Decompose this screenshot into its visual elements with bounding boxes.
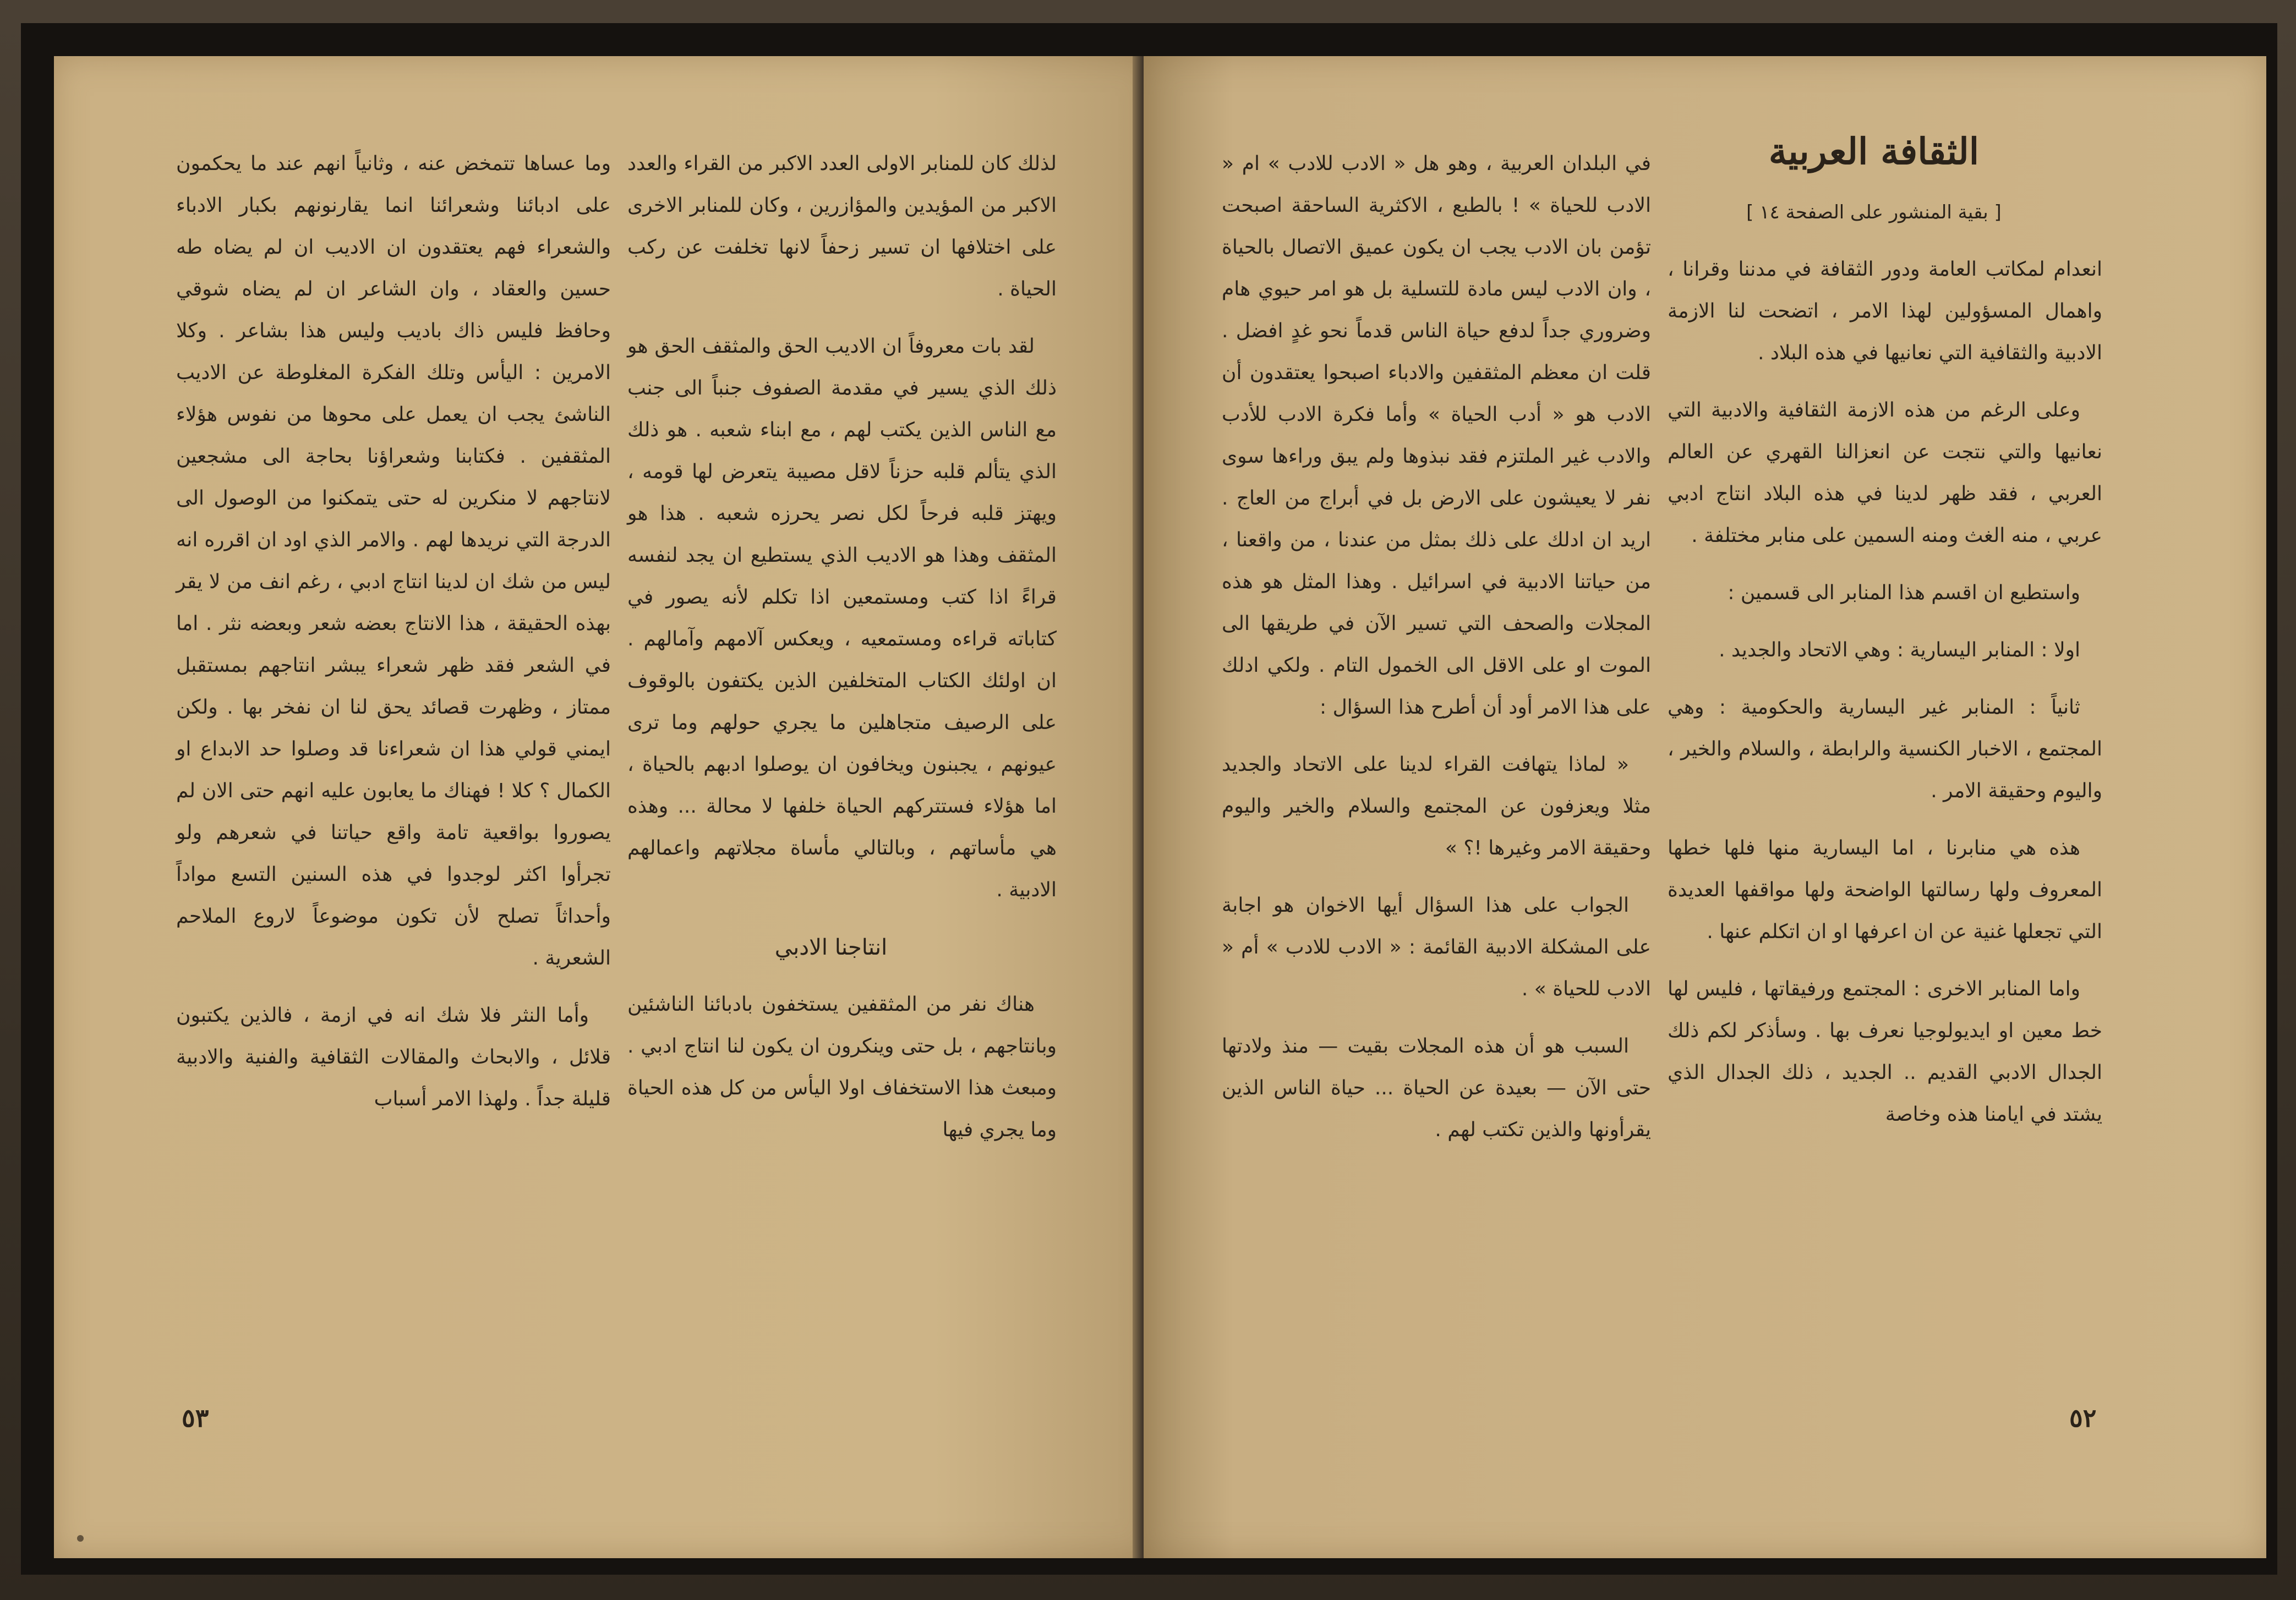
right-page-column-outer bbox=[1668, 127, 2102, 1392]
page-number-left: ٥٣ bbox=[182, 1403, 209, 1433]
quoted-question: « لماذا يتهافت القراء لدينا على الاتحاد والجديد مثلا ويعزفون عن المجتمع والسلام والخير واليوم وحقيقة الامر وغيرها !؟ » bbox=[1222, 753, 1651, 859]
paragraph: السبب هو أن هذه المجلات بقيت — منذ ولادتها حتى الآن — بعيدة عن الحياة ... حياة الناس الذين يقرأونها والذين تكتب لهم . bbox=[1222, 1035, 1651, 1141]
ink-spot bbox=[77, 1535, 84, 1542]
left-page-column-outer bbox=[176, 143, 611, 1409]
paragraph: لذلك كان للمنابر الاولى العدد الاكبر من القراء والعدد الاكبر من المؤيدين والمؤازرين ، وكان للمنابر الاخرى على اختلافها ان تسير زحفاً لانها تخلفت عن ركب الحياة . bbox=[627, 152, 1057, 300]
paragraph: واما المنابر الاخرى : المجتمع ورفيقاتها ، فليس لها خط معين او ايديولوجيا نعرف بها . وسأذكر لكم ذلك الجدال الادبي القديم .. الجديد ، ذلك الجدال الذي يشتد في ايامنا هذه وخاصة bbox=[1668, 978, 2102, 1126]
paragraph: هناك نفر من المثقفين يستخفون بادبائنا الناشئين وبانتاجهم ، بل حتى وينكرون ان يكون لنا انتاج ادبي . ومبعث هذا الاستخفاف اولا اليأس من كل هذه الحياة وما يجري فيها bbox=[627, 993, 1057, 1141]
paragraph: وما عساها تتمخض عنه ، وثانياً انهم عند ما يحكمون على ادبائنا وشعرائنا انما يقارنونهم بكبار الادباء والشعراء فهم يعتقدون ان الاديب ان لم يضاه طه حسين والعقاد ، وان الشاعر ان لم يضاه شوقي وحافظ فليس ذاك باديب وليس هذا بشاعر . وكلا الامرين : اليأس وتلك الفكرة المغلوطة عن الاديب الناشئ يجب ان يعمل على محوها من نفوس هؤلاء المثقفين . فكتابنا وشعراؤنا بحاجة الى مشجعين لانتاجهم لا منكرين له حتى يتمكنوا من الوصول الى الدرجة التي نريدها لهم . والامر الذي اود ان اقرره انه ليس من شك ان لدينا انتاج ادبي ، رغم انف من لا يقر بهذه الحقيقة ، هذا الانتاج بعضه شعر وبعضه نثر . اما في الشعر فقد ظهر شعراء يبشر انتاجهم بمستقبل ممتاز ، وظهرت قصائد يحق لنا ان نفخر بها . ولكن ايمني قولي هذا ان شعراءنا قد وصلوا حد الابداع او الكمال ؟ كلا ! فهناك ما يعابون عليه انهم حتى الان لم يصوروا بواقعية تامة واقع حياتنا في شعرهم ولو تجرأوا اكثر لوجدوا في هذه السنين التسع مواداً وأحداثاً تصلح لأن تكون موضوعاً لاروع الملاحم الشعرية . bbox=[176, 152, 611, 969]
paragraph: اولا : المنابر اليسارية : وهي الاتحاد والجديد . bbox=[1719, 639, 2080, 661]
section-heading: انتاجنا الادبي bbox=[774, 935, 888, 960]
article-title: الثقافة العربية bbox=[1768, 130, 1980, 173]
continued-note: [ بقية المنشور على الصفحة ١٤ ] bbox=[1746, 201, 2002, 223]
paragraph: لقد بات معروفاً ان الاديب الحق والمثقف الحق هو ذلك الذي يسير في مقدمة الصفوف جنباً الى جنب مع الناس الذين يكتب لهم ، مع ابناء شعبه . هو ذلك الذي يتألم قلبه حزناً لاقل مصيبة يتعرض لها قومه ، ويهتز قلبه فرحاً لكل نصر يحرزه شعبه . هذا هو المثقف وهذا هو الاديب الذي يستطيع ان يجد لنفسه قراءً اذا كتب ومستمعين اذا تكلم لأنه يصور في كتاباته قراءه ومستمعيه ، ويعكس آلامهم وآمالهم . ان اولئك الكتاب المتخلفين الذين يكتفون بالوقوف على الرصيف متجاهلين ما يجري حولهم وما ترى عيونهم ، يجبنون ويخافون ان يوصلوا ادبهم بالحياة ، اما هؤلاء فستتركهم الحياة خلفها لا محالة ... وهذه هي مأساتهم ، وبالتالي مأساة مجلاتهم واعمالهم الادبية . bbox=[627, 335, 1057, 901]
paragraph: هذه هي منابرنا ، اما اليسارية منها فلها خطها المعروف ولها رسالتها الواضحة ولها مواقفها العديدة التي تجعلها غنية عن ان اعرفها او ان اتكلم عنها . bbox=[1668, 837, 2102, 943]
page-number-right: ٥٢ bbox=[2069, 1403, 2097, 1433]
paragraph: واستطيع ان اقسم هذا المنابر الى قسمين : bbox=[1728, 582, 2080, 604]
paragraph: ثانياً : المنابر غير اليسارية والحكومية : وهي المجتمع ، الاخبار الكنسية والرابطة ، والسلام والخير ، واليوم وحقيقة الامر . bbox=[1668, 696, 2102, 802]
right-page-column-inner bbox=[1222, 143, 1651, 1409]
paragraph: في البلدان العربية ، وهو هل « الادب للادب » ام « الادب للحياة » ! بالطبع ، الاكثرية الساحقة اصبحت تؤمن بان الادب يجب ان يكون عميق الاتصال بالحياة ، وان الادب ليس مادة للتسلية بل هو امر حيوي هام وضروري جداً لدفع حياة الناس قدماً نحو غدٍ افضل . قلت ان معظم المثقفين والادباء اصبحوا يعتقدون أن الادب هو « أدب الحياة » وأما فكرة الادب للأدب والادب غير الملتزم فقد نبذوها ولم يبق وراءها سوى نفر لا يعيشون على الارض بل في أبراج من العاج . اريد ان ادلك على ذلك بمثل من عندنا ، من واقعنا ، من حياتنا الادبية في اسرائيل . وهذا المثل هو هذه المجلات والصحف التي تسير الآن في طريقها الى الموت او على الاقل الى الخمول التام . ولكي ادلك على هذا الامر أود أن أطرح هذا السؤال : bbox=[1222, 152, 1651, 719]
left-page-column-inner bbox=[627, 143, 1057, 1409]
paragraph: وأما النثر فلا شك انه في ازمة ، فالذين يكتبون قلائل ، والابحاث والمقالات الثقافية والفنية والادبية قليلة جداً . ولهذا الامر أسباب bbox=[176, 1004, 611, 1110]
paragraph: الجواب على هذا السؤال أيها الاخوان هو اجابة على المشكلة الادبية القائمة : « الادب للادب » أم « الادب للحياة » . bbox=[1222, 894, 1651, 1000]
paragraph: وعلى الرغم من هذه الازمة الثقافية والادبية التي نعانيها والتي نتجت عن انعزالنا القهري عن العالم العربي ، فقد ظهر لدينا في هذه البلاد انتاج ادبي عربي ، منه الغث ومنه السمين على منابر مختلفة . bbox=[1668, 399, 2102, 547]
paragraph: انعدام لمكاتب العامة ودور الثقافة في مدننا وقرانا ، واهمال المسؤولين لهذا الامر ، اتضحت لنا الازمة الادبية والثقافية التي نعانيها في هذه البلاد . bbox=[1668, 258, 2102, 364]
